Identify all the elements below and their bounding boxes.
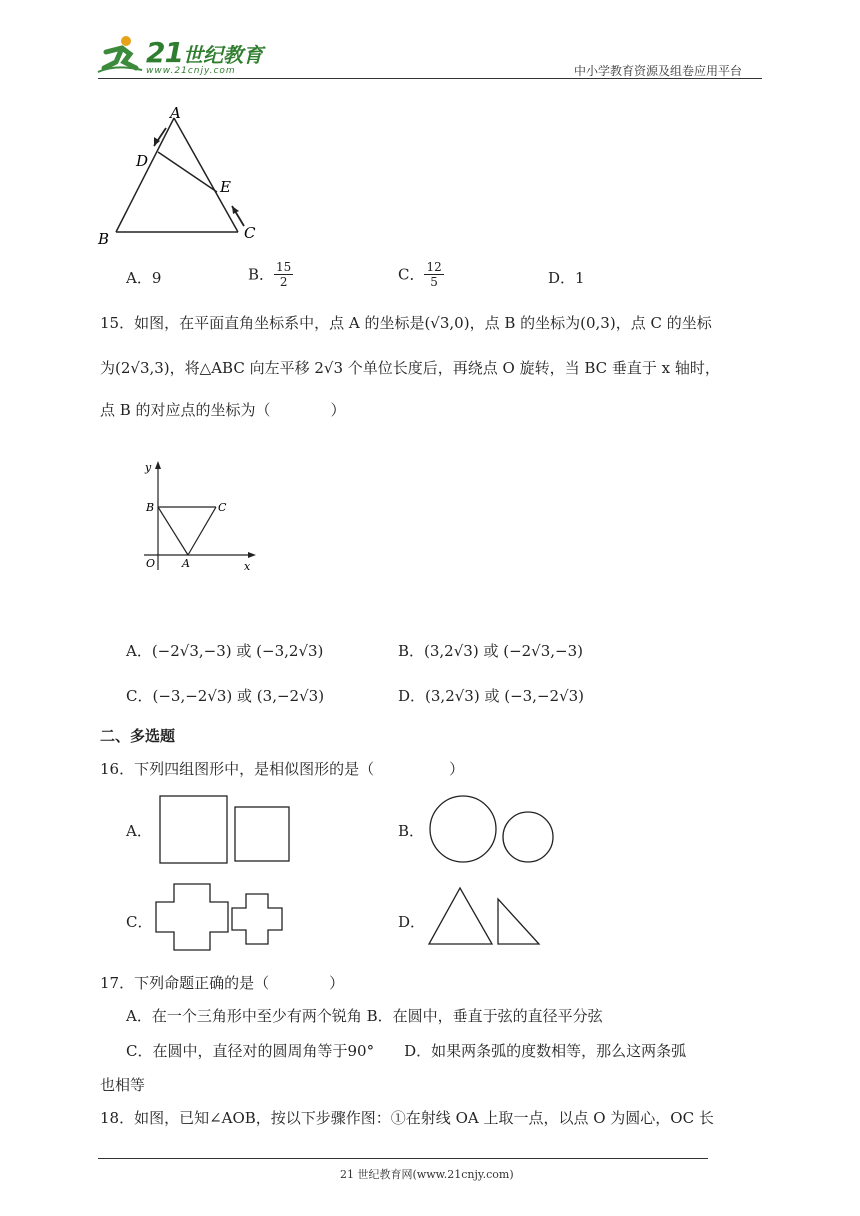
logo-url: www.21cnjy.com (146, 66, 236, 76)
q15-option-b[interactable]: B．(3,2√3) 或 (−2√3,−3) (398, 642, 584, 660)
q14-option-b-prefix: B． (248, 265, 275, 284)
label-C: C (244, 224, 256, 242)
label-E: E (220, 178, 231, 196)
q17-options-line1[interactable]: A．在一个三角形中至少有两个锐角 B．在圆中，垂直于弦的直径平分弦 (126, 1007, 603, 1025)
q14-option-b-fraction: $\frac{15}{2}$ (276, 260, 292, 289)
q16-option-a-label[interactable]: A． (126, 822, 152, 840)
q16-option-d-label[interactable]: D． (398, 913, 426, 931)
logo-number: 21 (146, 36, 183, 69)
q15-stem-line3: 点 B 的对应点的坐标为（ ） (100, 401, 346, 419)
label-B: B (98, 230, 110, 248)
q15-coordinate-figure (136, 455, 266, 580)
q18-stem-line1: 18．如图，已知∠AOB，按以下步骤作图：①在射线 OA 上取一点，以点 O 为圆心，OC 长 (100, 1109, 714, 1127)
q17-options-line2[interactable]: C．在圆中，直径对的圆周角等于90° D．如果两条弧的度数相等，那么这两条弧 (126, 1042, 687, 1060)
q16-option-c-crosses (154, 882, 286, 954)
q14-option-b[interactable] (248, 260, 293, 289)
section-heading: 二、多选题 (100, 727, 176, 745)
logo (146, 36, 263, 69)
axis-label-x: x (244, 560, 251, 573)
point-label-A: A (182, 557, 190, 570)
q15-option-c[interactable]: C．(−3,−2√3) 或 (3,−2√3) (126, 687, 325, 705)
q17-stem: 17．下列命题正确的是（ ） (100, 974, 345, 992)
logo-text: 世纪教育 (182, 43, 263, 67)
q16-option-d-triangles (426, 884, 544, 948)
point-label-C: C (218, 501, 227, 514)
label-A: A (170, 104, 181, 122)
header (0, 0, 860, 80)
point-label-B: B (146, 501, 155, 514)
q14-option-c-prefix: C． (398, 265, 425, 284)
q16-option-b-circles (428, 794, 558, 866)
q17-options-line3: 也相等 (100, 1076, 146, 1094)
q15-stem-line1: 15．如图，在平面直角坐标系中，点 A 的坐标是(√3,0)，点 B 的坐标为(0,3)，点 C 的坐标 (100, 314, 712, 332)
header-rule (98, 78, 762, 79)
q15-option-d[interactable]: D．(3,2√3) 或 (−3,−2√3) (398, 687, 585, 705)
label-D: D (136, 152, 149, 170)
q16-option-b-label[interactable]: B． (398, 822, 425, 840)
footer-rule (98, 1158, 708, 1159)
q15-option-a[interactable]: A．(−2√3,−3) 或 (−3,2√3) (126, 642, 324, 660)
q14-option-c-fraction: $\frac{12}{5}$ (426, 260, 442, 289)
q16-option-a-squares (158, 794, 292, 866)
header-right-text: 中小学教育资源及组卷应用平台 (574, 64, 743, 78)
q14-option-d[interactable]: D．1 (548, 269, 585, 287)
origin-label-O: O (146, 557, 156, 570)
q15-stem-line2: 为(2√3,3)，将△ABC 向左平移 2√3 个单位长度后，再绕点 O 旋转，当 BC 垂直于 x 轴时， (100, 359, 720, 377)
q14-option-a[interactable]: A．9 (126, 269, 162, 287)
q14-triangle-figure (90, 100, 280, 250)
q14-option-c[interactable] (398, 260, 444, 289)
logo-runner-icon (96, 34, 146, 76)
footer-text: 21 世纪教育网(www.21cnjy.com) (340, 1168, 514, 1181)
q16-stem: 16．下列四组图形中，是相似图形的是（ ） (100, 760, 465, 778)
axis-label-y: y (145, 461, 152, 474)
q16-option-c-label[interactable]: C． (126, 913, 153, 931)
